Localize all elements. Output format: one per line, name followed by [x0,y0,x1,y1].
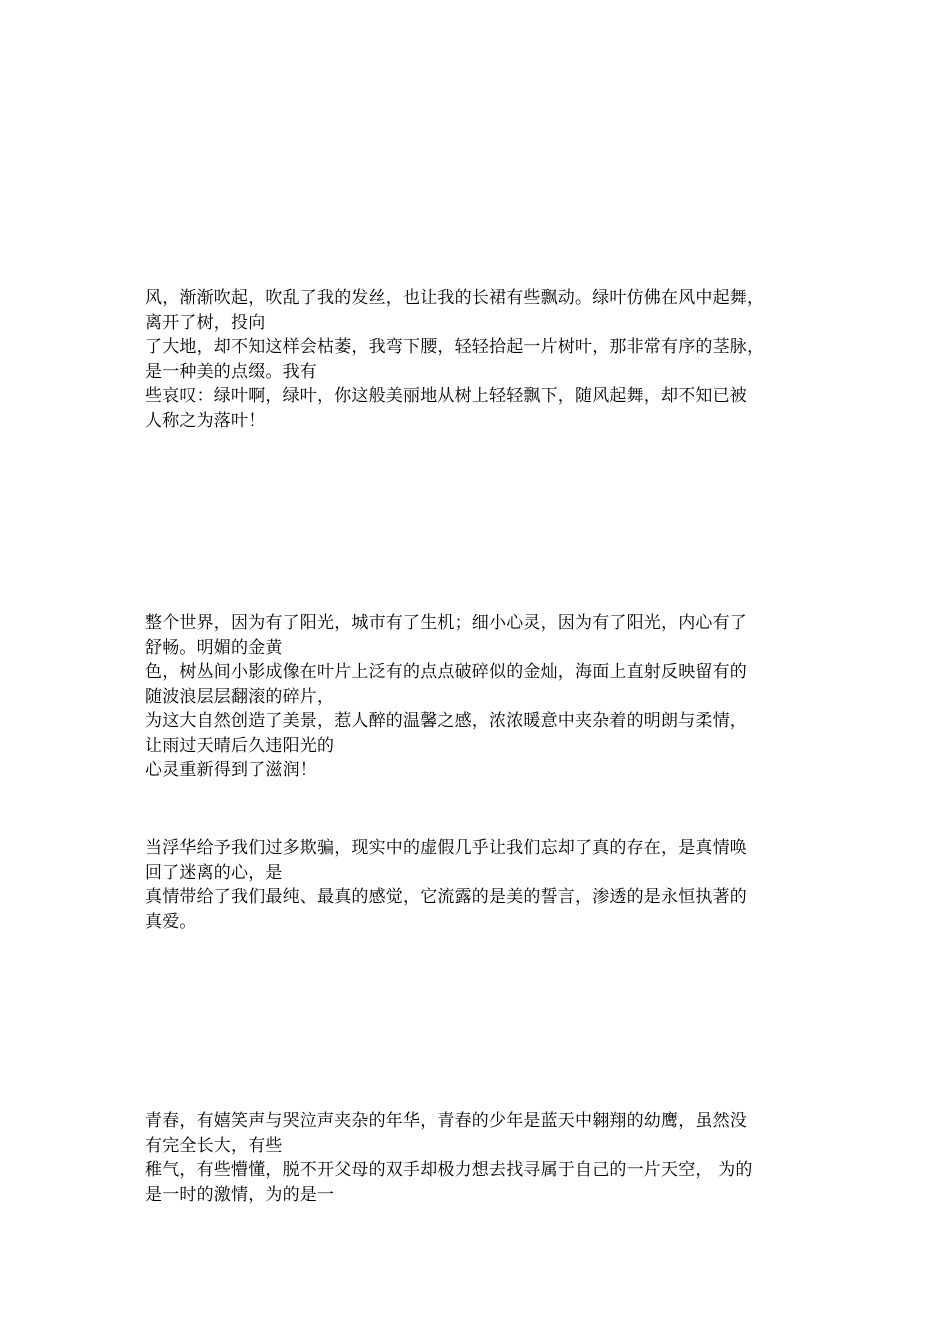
text-line: 色，树丛间小影成像在叶片上泛有的点点破碎似的金灿，海面上直射反映留有的 [145,662,747,682]
text-line: 稚气，有些懵懂，脱不开父母的双手却极力想去找寻属于自己的一片天空， 为的 [145,1160,753,1180]
text-line: 是一时的激情，为的是一 [145,1184,335,1205]
text-line: 随波浪层层翻滚的碎片， [145,686,335,707]
text-line: 些哀叹：绿叶啊，绿叶，你这般美丽地从树上轻轻飘下，随风起舞，却不知已被 [145,386,747,406]
text-line: 人称之为落叶！ [145,410,266,431]
paragraph-falling-leaf [145,286,810,433]
text-line: 让雨过天晴后久违阳光的 [145,735,335,756]
paragraph-youth [145,1109,810,1207]
text-line: 风，渐渐吹起，吹乱了我的发丝，也让我的长裙有些飘动。绿叶仿佛在风中起舞， [145,288,765,308]
text-line: 离开了树，投向 [145,312,266,333]
text-line: 青春，有嬉笑声与哭泣声夹杂的年华，青春的少年是蓝天中翱翔的幼鹰，虽然没 [145,1111,747,1131]
paragraph-sunshine [145,611,810,783]
text-line: 当浮华给予我们过多欺骗，现实中的虚假几乎让我们忘却了真的存在，是真情唤 [145,838,747,858]
text-line: 舒畅。明媚的金黄 [145,637,283,658]
text-line: 回了迷离的心，是 [145,862,283,883]
text-line: 是一种美的点缀。我有 [145,361,317,382]
text-line: 为这大自然创造了美景，惹人醉的温馨之感，浓浓暖意中夹杂着的明朗与柔情， [145,711,747,731]
text-line: 有完全长大，有些 [145,1135,283,1156]
text-line: 心灵重新得到了滋润！ [145,760,317,780]
paragraph-true-feelings [145,836,810,934]
text-line: 整个世界，因为有了阳光，城市有了生机；细小心灵，因为有了阳光，内心有了 [145,613,747,633]
text-line: 了大地，却不知这样会枯萎，我弯下腰，轻轻拾起一片树叶，那非常有序的茎脉， [145,337,765,357]
text-line: 真情带给了我们最纯、最真的感觉，它流露的是美的誓言，渗透的是永恒执著的 [145,887,747,907]
text-line: 真爱。 [145,911,197,932]
